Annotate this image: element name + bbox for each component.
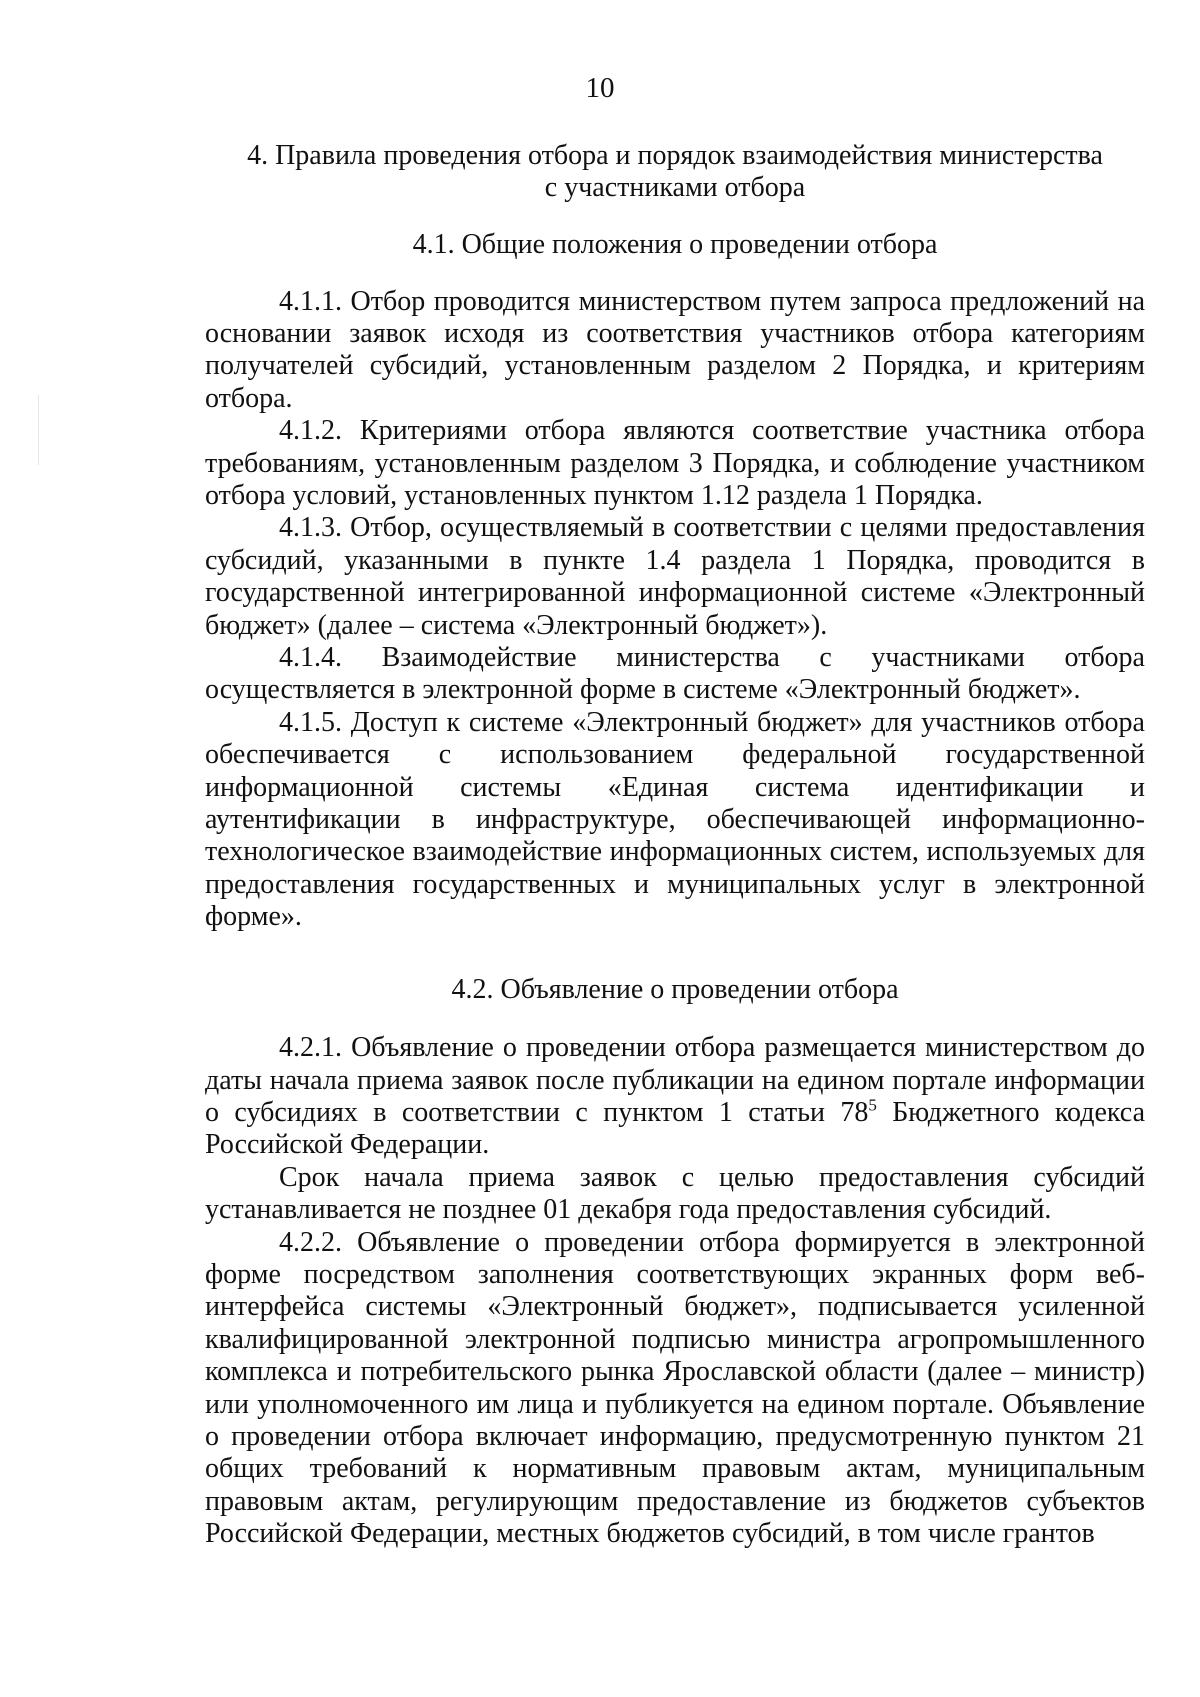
paragraph-4-2-2: 4.2.2. Объявление о проведении отбора формируется в электронной форме посредством заполнения соответствующих экранных форм веб-интерфейса системы «Электронный бюджет», подписывается усиленной квалифицированной электронной подписью министра агропромышленного комплекса и потребительского рынка Ярославской области (далее – министр) или уполномоченного им лица и публикуется на едином портале. Объявление о проведении отбора включает информацию, предусмотренную пунктом 21 общих требований к нормативным правовым актам, муниципальным правовым актам, регулирующим предоставление из бюджетов субъектов Российской Федерации, местных бюджетов субсидий, в том числе грантов xyxy=(205,1226,1145,1550)
paragraph-4-2-1-text: 4.2.1. Объявление о проведении отбора размещается министерством до даты начала приема заявок после публикации на едином портале информации о субсидиях в соответствии с пунктом 1 статьи 78 xyxy=(205,1032,1145,1128)
scan-margin-mark xyxy=(38,395,39,465)
chapter-heading-line-1: 4. Правила проведения отбора и порядок взаимодействия министерства xyxy=(247,140,1103,171)
chapter-heading-line-2: с участниками отбора xyxy=(544,171,806,203)
paragraph-4-1-4: 4.1.4. Взаимодействие министерства с участниками отбора осуществляется в электронной форме в системе «Электронный бюджет». xyxy=(205,641,1145,706)
paragraph-4-1-2: 4.1.2. Критериями отбора являются соответствие участника отбора требованиям, установленным разделом 3 Порядка, и соблюдение участником отбора условий, установленных пунктом 1.12 раздела 1 Порядка. xyxy=(205,415,1145,511)
paragraph-4-1-5: 4.1.5. Доступ к системе «Электронный бюджет» для участников отбора обеспечивается с использованием федеральной государственной информационной системы «Единая система идентификации и аутентификации в инфраструктуре, обеспечивающей информационно-технологическое взаимодействие информационных систем, используемых для предоставления государственных и муниципальных услуг в электронной форме». xyxy=(205,706,1145,933)
superscript-number: 5 xyxy=(868,1095,877,1115)
chapter-heading xyxy=(205,140,1145,203)
paragraph-4-1-1: 4.1.1. Отбор проводится министерством путем запроса предложений на основании заявок исходя из соответствия участников отбора категориям получателей субсидий, установленным разделом 2 Порядка, и критериям отбора. xyxy=(205,285,1145,414)
section-heading-4-1: 4.1. Общие положения о проведении отбора xyxy=(412,229,938,260)
paragraph-4-2-1-text-end: Бюджетного кодекса Российской Федерации. xyxy=(205,1096,1145,1161)
document-body xyxy=(205,140,1145,1551)
paragraph-4-2-1 xyxy=(205,1032,1145,1162)
paragraph-4-2-1-term: Срок начала приема заявок с целью предоставления субсидий устанавливается не позднее 01 декабря года предоставления субсидий. xyxy=(205,1161,1145,1226)
paragraph-4-1-3: 4.1.3. Отбор, осуществляемый в соответствии с целями предоставления субсидий, указанными в пункте 1.4 раздела 1 Порядка, проводится в государственной интегрированной информационной системе «Электронный бюджет» (далее – система «Электронный бюджет»). xyxy=(205,512,1145,641)
page-number: 10 xyxy=(585,72,615,104)
section-heading-4-2: 4.2. Объявление о проведении отбора xyxy=(451,973,899,1005)
